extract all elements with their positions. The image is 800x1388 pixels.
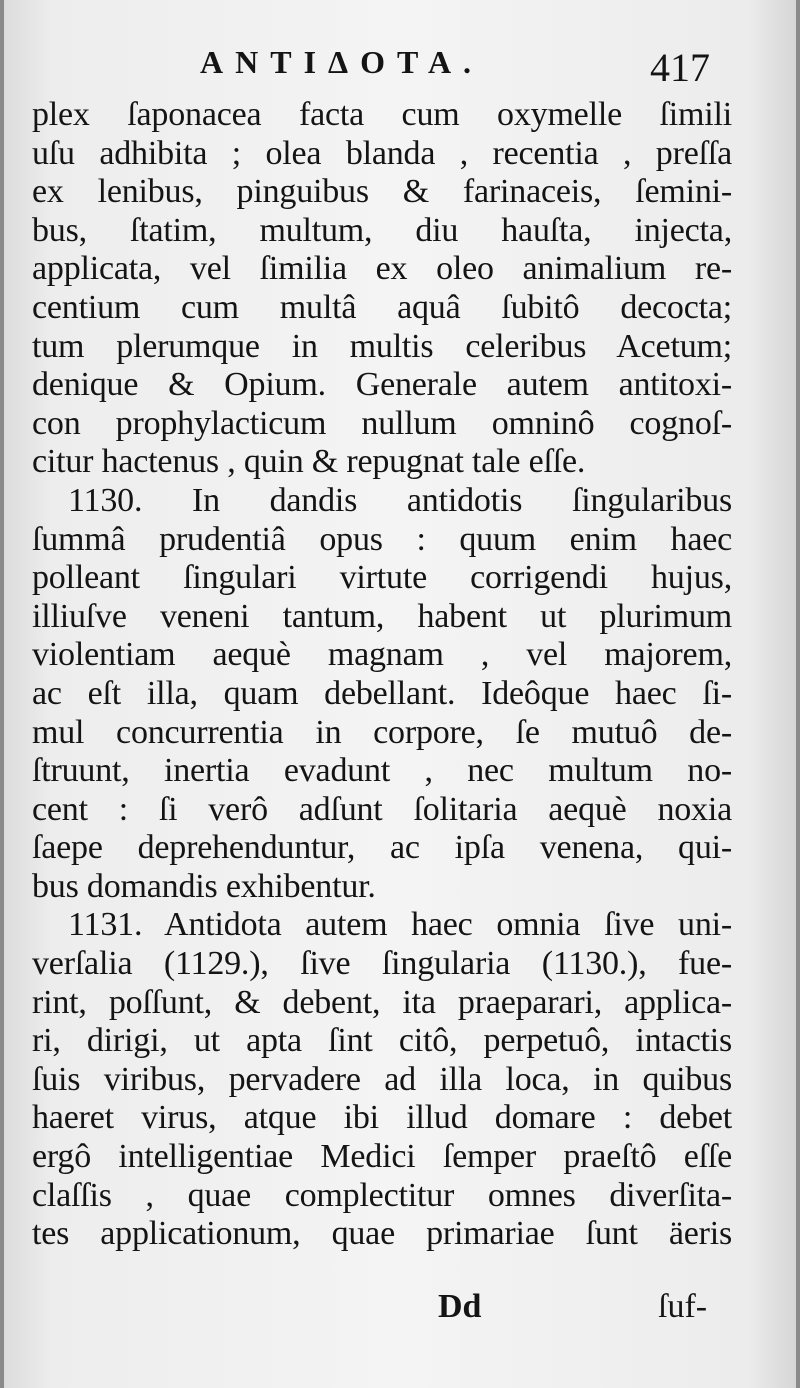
text-line: ſuis viribus, pervadere ad illa loca, in quibus <box>32 1060 732 1098</box>
text-line: mul concurrentia in corpore, ſe mutuô de- <box>32 713 732 751</box>
text-line: claſſis , quae complectitur omnes diverſita- <box>32 1176 732 1214</box>
page-number: 417 <box>650 45 710 90</box>
text-line: cent : ſi verô adſunt ſolitaria aequè noxia <box>32 790 732 828</box>
text-line: violentiam aequè magnam , vel majorem, <box>32 636 732 674</box>
paragraph-start-1131: 1131. Antidota autem haec omnia ſive uni- <box>68 906 732 944</box>
text-line: centium cum multâ aquâ ſubitô decocta; <box>32 288 732 326</box>
text-line: plex ſaponacea facta cum oxymelle ſimili <box>32 96 732 133</box>
text-line: ex lenibus, pinguibus & farinaceis, ſemini- <box>32 173 732 211</box>
book-page <box>4 0 796 1388</box>
text-line: illiuſve veneni tantum, habent ut plurimum <box>32 597 732 635</box>
text-line: polleant ſingulari virtute corrigendi hujus, <box>32 559 732 597</box>
text-line: tes applicationum, quae primariae ſunt äeris <box>32 1215 732 1253</box>
text-line: ac eſt illa, quam debellant. Ideôque haec ſi- <box>32 674 732 712</box>
running-title: ANTIΔOTA. <box>200 44 484 80</box>
text-line: rint, poſſunt, & debent, ita praeparari, applica- <box>32 983 732 1021</box>
text-line: haeret virus, atque ibi illud domare : debet <box>32 1099 732 1137</box>
text-line: ri, dirigi, ut apta ſint citô, perpetuô, intactis <box>32 1022 732 1060</box>
text-line: ſtruunt, inertia evadunt , nec multum no- <box>32 752 732 790</box>
text-line: verſalia (1129.), ſive ſingularia (1130.), fue- <box>32 945 732 983</box>
text-line: ſaepe deprehenduntur, ac ipſa venena, qui- <box>32 829 732 867</box>
text-line: citur hactenus , quin & repugnat tale eſſe. <box>32 443 586 481</box>
catchword: ſuf- <box>658 1288 708 1325</box>
text-line: bus, ſtatim, multum, diu hauſta, injecta, <box>32 211 732 249</box>
page-footer <box>4 1288 796 1334</box>
text-line: bus domandis exhibentur. <box>32 867 376 905</box>
text-line: denique & Opium. Generale autem antitoxi- <box>32 366 732 404</box>
signature-mark: Dd <box>438 1288 482 1325</box>
text-line: con prophylacticum nullum omninô cognoſ- <box>32 404 732 442</box>
text-line: applicata, vel ſimilia ex oleo animalium re- <box>32 250 732 288</box>
text-line: ſummâ prudentiâ opus : quum enim haec <box>32 520 732 558</box>
text-line: ergô intelligentiae Medici ſemper praeſtô eſſe <box>32 1138 732 1176</box>
text-line: tum plerumque in multis celeribus Acetum; <box>32 327 732 365</box>
paragraph-start-1130: 1130. In dandis antidotis ſingularibus <box>68 481 732 519</box>
text-line: uſu adhibita ; olea blanda , recentia , preſſa <box>32 134 732 172</box>
body-text <box>32 96 732 1254</box>
page-header <box>4 44 796 90</box>
